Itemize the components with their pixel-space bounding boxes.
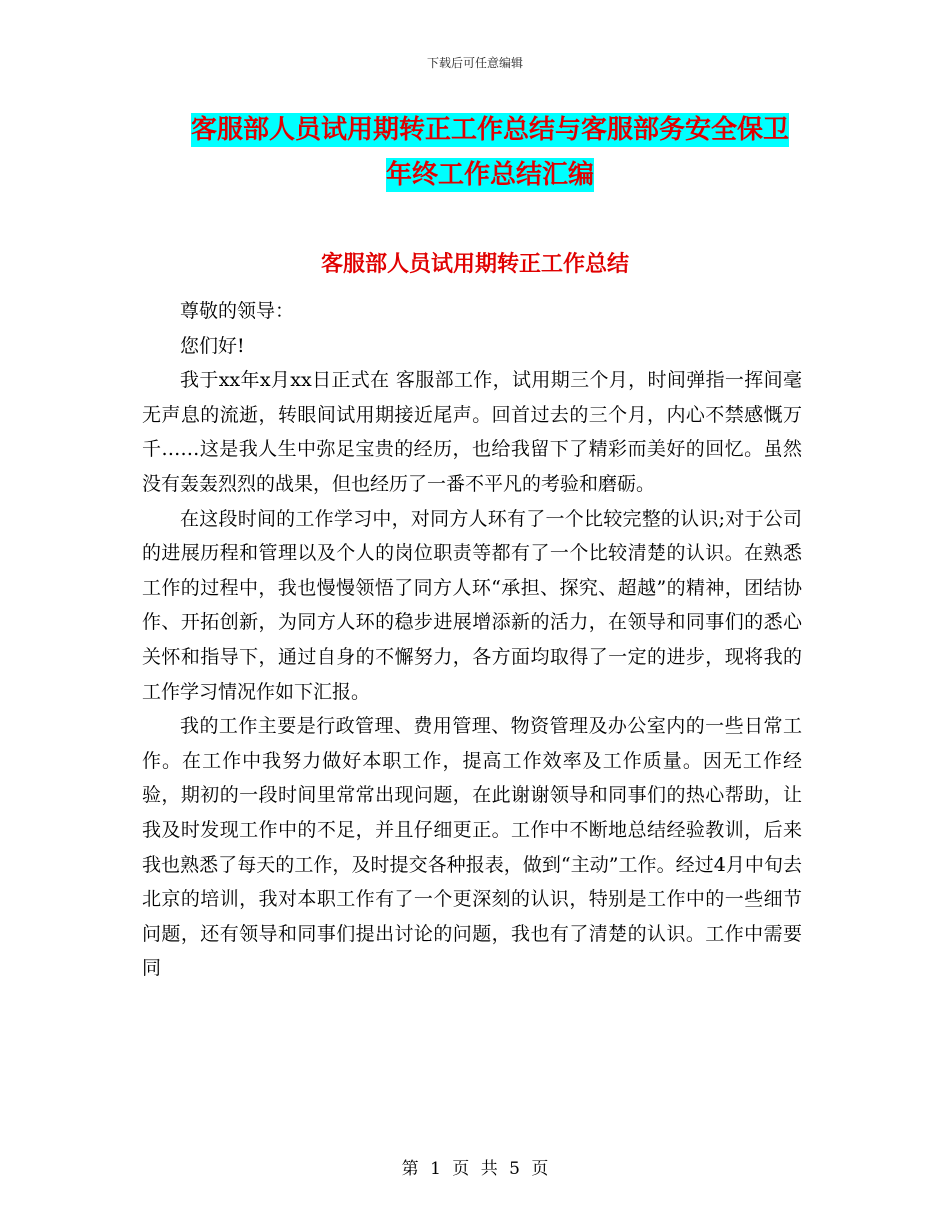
document-title: [140, 108, 840, 198]
page-number: 第 1 页 共 5 页: [401, 1159, 549, 1179]
salutation: 尊敬的领导：: [180, 300, 295, 322]
title-line-2: 年终工作总结汇编: [385, 160, 594, 190]
title-line-1: 客服部人员试用期转正工作总结与客服部务安全保卫: [190, 115, 789, 145]
paragraph-learning: 在这段时间的工作学习中，对同方人环有了一个比较完整的认识;对于公司的进展历程和管理以及个人的岗位职责等都有了一个比较清楚的认识。在熟悉工作的过程中，我也慢慢领悟了同方人环“承担、探究、超越”的精神，团结协作、开拓创新，为同方人环的稳步进展增添新的活力，在领导和同事们的悉心关怀和指导下，通过自身的不懈努力，各方面均取得了一定的进步，现将我的工作学习情况作如下汇报。: [142, 507, 802, 703]
body-text: [142, 294, 802, 986]
paragraph-work: 我的工作主要是行政管理、费用管理、物资管理及办公室内的一些日常工作。在工作中我努力做好本职工作，提高工作效率及工作质量。因无工作经验，期初的一段时间里常常出现问题，在此谢谢领导和同事们的热心帮助，让我及时发现工作中的不足，并且仔细更正。工作中不断地总结经验教训，后来我也熟悉了每天的工作，及时提交各种报表，做到“主动”工作。经过4月中旬去北京的培训，我对本职工作有了一个更深刻的认识，特别是工作中的一些细节问题，还有领导和同事们提出讨论的问题，我也有了清楚的认识。工作中需要同: [142, 715, 802, 980]
paragraph-intro: 我于xx年x月xx日正式在 客服部工作，试用期三个月，时间弹指一挥间毫无声息的流逝，转眼间试用期接近尾声。回首过去的三个月，内心不禁感慨万千……这是我人生中弥足宝贵的经历，也给我留下了精彩而美好的回忆。虽然没有轰轰烈烈的战果，但也经历了一番不平凡的考验和磨砺。: [142, 369, 802, 495]
greeting: 您们好!: [180, 334, 245, 357]
section-title: 客服部人员试用期转正工作总结: [320, 251, 629, 277]
header-note: 下载后可任意编辑: [426, 56, 523, 70]
